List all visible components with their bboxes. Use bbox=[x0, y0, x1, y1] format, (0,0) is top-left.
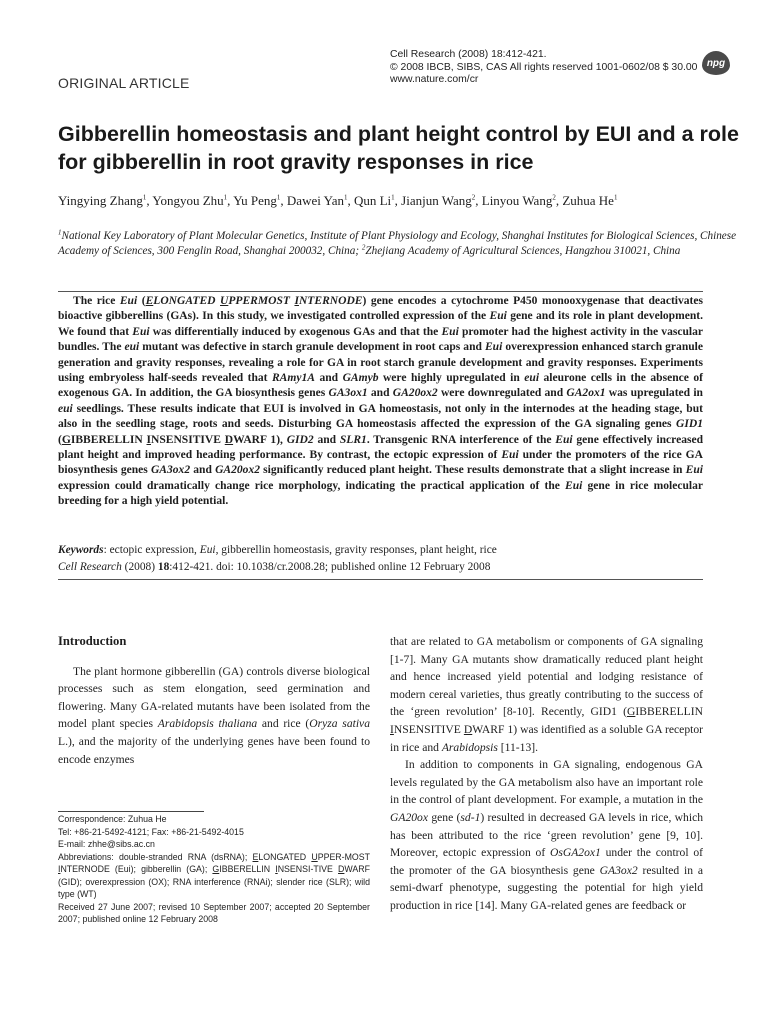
section-label: ORIGINAL ARTICLE bbox=[58, 75, 190, 91]
correspondence: Correspondence: Zuhua He bbox=[58, 814, 167, 824]
author: Yingying Zhang bbox=[58, 193, 143, 208]
abstract: The rice Eui (ELONGATED UPPERMOST INTERNODE) gene encodes a cytochrome P450 monooxygenase that deactivates bioactive gibberellins (GAs). In this study, we investigated controlled expression of the Eui gene and its role in plant development. We found that Eui was differentially induced by exogenous GAs and that the Eui promoter had the highest activity in the vascular bundles. The eui mutant was defective in starch granule development in root caps and Eui overexpression enhanced starch granule generation and gravity responses, revealing a role for GA in root starch granule development and gravity responses. Experiments using embryoless half-seeds revealed that RAmy1A and GAmyb were highly upregulated in eui aleurone cells in the absence of exogenous GA. In addition, the GA biosynthesis genes GA3ox1 and GA20ox2 were downregulated and GA2ox1 was upregulated in eui seedlings. These results indicate that EUI is involved in GA homeostasis, not only in the internodes at the heading stage, but also in the seedling stage, roots and seeds. Disturbing GA homeostasis affected the expression of the GA signaling genes GID1 (GIBBERELLIN INSENSITIVE DWARF 1), GID2 and SLR1. Transgenic RNA interference of the Eui gene effectively increased plant height and improved heading performance. By contrast, the ectopic expression of Eui under the promoters of the rice GA biosynthesis genes GA3ox2 and GA20ox2 significantly reduced plant height. These results demonstrate that a slight increase in Eui expression could dramatically change rice morphology, indicating the practical application of the Eui gene in rice molecular breeding for a high yield potential. bbox=[58, 295, 704, 508]
section-heading: Introduction bbox=[58, 634, 127, 648]
left-column bbox=[58, 633, 370, 768]
journal-header bbox=[390, 49, 698, 87]
author: Zuhua He bbox=[562, 193, 614, 208]
footnotes bbox=[58, 813, 370, 926]
author: Yongyou Zhu bbox=[152, 193, 224, 208]
author-list: Yingying Zhang$^1$, Yongyou Zhu$^1$, Yu Peng$^1$, Dawei Yan$^1$, Qun Li$^1$, Jianjun Wang$^2$, Linyou Wang$^2$, Zuhua He$^1$ bbox=[58, 193, 618, 208]
footnote-rule bbox=[58, 811, 204, 812]
body-paragraph: In addition to components in GA signaling, endogenous GA levels regulated by the GA metabolism also have an important role in the control of plant development. For example, a mutation in the GA20ox gene (sd-1) resulted in decreased GA levels in rice, which has been attributed to the rice ‘green revolution’ gene [9, 10]. Moreover, ectopic expression of OsGA2ox1 under the control of the promoter of the GA biosynthesis gene GA3ox2 resulted in a semi-dwarf phenotype, suggesting the potential for high yield production in rice [14]. Many GA-related genes are feedback or bbox=[390, 758, 704, 912]
affiliations: $^1$National Key Laboratory of Plant Molecular Genetics, Institute of Plant Physiology and Ecology, Shanghai Institutes for Biological Sciences, Chinese Academy of Sciences, 300 Fenglin Road, Shanghai 200032, China; $^2$Zhejiang Academy of Agricultural Sciences, Hangzhou 310021, China bbox=[58, 228, 737, 258]
author: Dawei Yan bbox=[286, 193, 344, 208]
citation-line: Cell Research (2008) 18:412-421. doi: 10.1038/cr.2008.28; published online 12 February 2008 bbox=[58, 561, 491, 573]
article-title: Gibberellin homeostasis and plant height control by EUI and a role for gibberellin in root gravity responses in rice bbox=[58, 122, 739, 174]
author: Jianjun Wang bbox=[401, 193, 472, 208]
author: Yu Peng bbox=[233, 193, 277, 208]
journal-url[interactable]: www.nature.com/cr bbox=[390, 74, 479, 85]
abstract-bottom-rule bbox=[58, 579, 703, 580]
received-dates: Received 27 June 2007; revised 10 September 2007; accepted 20 September 2007; published online 12 February 2008 bbox=[58, 901, 370, 924]
keywords: Keywords: ectopic expression, Eui, gibberellin homeostasis, gravity responses, plant height, rice bbox=[58, 544, 497, 556]
author: Qun Li bbox=[353, 193, 392, 208]
abbreviations: Abbreviations: double-stranded RNA (dsRNA); ELONGATED UPPER-MOST INTERNODE (Eui); gibberellin (GA); GIBBERELLIN INSENSI-TIVE DWARF (GID); overexpression (OX); RNA interference (RNAi); slender rice (SLR); wild type (WT) bbox=[58, 851, 370, 899]
body-paragraph: that are related to GA metabolism or components of GA signaling [1-7]. Many GA mutants show dramatically reduced plant height and hence increased yield potential and lodging resistance of modern cereal varieties, thus greatly contributing to the success of the ‘green revolution’ [8-10]. Recently, GID1 (GIBBERELLIN INSENSITIVE DWARF 1) was identified as a soluble GA receptor in rice and Arabidopsis [11-13]. bbox=[390, 635, 703, 754]
phone-fax: Tel: +86-21-5492-4121; Fax: +86-21-5492-4015 bbox=[58, 826, 244, 837]
intro-paragraph: The plant hormone gibberellin (GA) controls diverse biological processes such as stem elongation, seed germination and flowering. Many GA-related mutants have been isolated from the model plant species Arabidopsis thaliana and rice (Oryza sativa L.), and the majority of the underlying genes have been found to encode enzymes bbox=[58, 664, 371, 766]
journal-citation-line: Cell Research (2008) 18:412-421. bbox=[390, 49, 547, 60]
author: Linyou Wang bbox=[481, 193, 553, 208]
npg-logo: npg bbox=[702, 51, 730, 75]
abstract-top-rule bbox=[58, 291, 703, 292]
right-column bbox=[390, 633, 703, 915]
email[interactable]: E-mail: zhhe@sibs.ac.cn bbox=[58, 839, 155, 849]
copyright-line: © 2008 IBCB, SIBS, CAS All rights reserved 1001-0602/08 $ 30.00 bbox=[390, 61, 698, 73]
